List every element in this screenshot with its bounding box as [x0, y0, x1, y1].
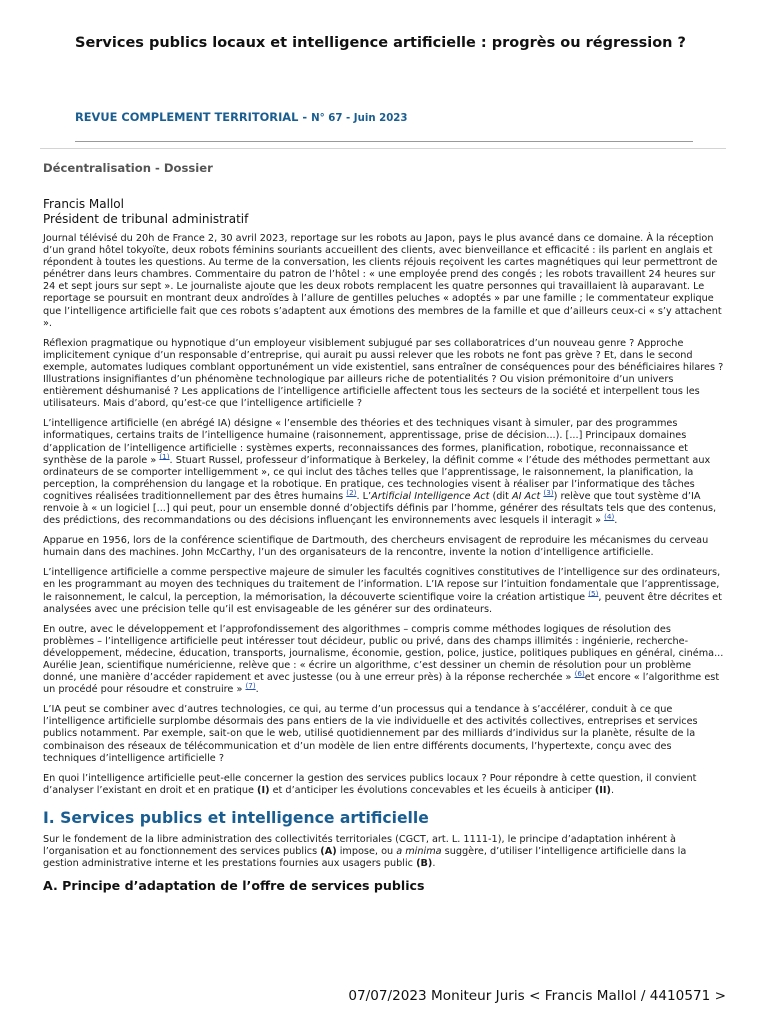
part-ref-ii: (II) [594, 784, 611, 796]
paragraph [43, 624, 725, 697]
paragraph-text: Sur le fondement de la libre administration des collectivités territoriales (CGCT, art. L. 1111-1), le principe d’adaptation inhérent à l’organisation et au fonctionnement des services publics [43, 833, 676, 858]
subsection-heading: A. Principe d’adaptation de l’offre de services publics [43, 878, 425, 894]
section-divider [40, 148, 726, 149]
review-reference [75, 110, 407, 124]
act-title: Artificial Intelligence Act [371, 490, 490, 502]
paragraph-text: et d’anticiper les évolutions concevables et les écueils à anticiper [269, 784, 595, 796]
header-divider [75, 141, 693, 142]
paragraph-text: . L’ [356, 490, 372, 502]
paragraph-text: En quoi l’intelligence artificielle peut-elle concerner la gestion des services publics locaux ? Pour répondre à cette question, il convient d’analyser l’existant en droit et en pratique [43, 772, 697, 796]
review-issue: N° 67 - Juin 2023 [311, 113, 408, 124]
latin-phrase: a minima [396, 846, 442, 858]
paragraph-text: . Stuart Russel, professeur d’informatique à Berkeley, la définit comme « l’étude des méthodes permettant aux ordinateurs de se comporter intelligemment », ce qui inclut des tâches telles que l’apprentissage, le raisonnement, la planification, la perception, la compréhension du langage et la robotique. En pratique, ces technologies visent à réaliser par l’informatique des tâches cognitives réalisées traditionnellement par des êtres humains [43, 454, 711, 502]
paragraph [43, 834, 725, 870]
paragraph-text: , peuvent être décrites et analysées avec une précision telle qu’il est envisageable de les générer sur des ordinateurs. [43, 591, 722, 615]
footnote-link-5[interactable]: (5) [588, 588, 599, 598]
article-title: Services publics locaux et intelligence artificielle : progrès ou régression ? [75, 35, 686, 51]
part-ref-b: (B) [416, 858, 433, 870]
footnote-link-2[interactable]: (2) [346, 487, 357, 497]
paragraph-text: ) relève que tout système d’IA renvoie à « un logiciel [...] qui peut, pour un ensemble donné d’objectifs définis par l’homme, générer des résultats tels que des contenus, des prédictions, des recommandations ou des décisions influençant les environnements avec lesquels il interagit » [43, 490, 717, 527]
paragraph [43, 773, 725, 797]
author-role: Président de tribunal administratif [43, 212, 249, 226]
author-name: Francis Mallol [43, 197, 124, 211]
review-separator: - [302, 110, 308, 124]
section-heading: I. Services publics et intelligence artificielle [43, 808, 429, 827]
paragraph: L’IA peut se combiner avec d’autres technologies, ce qui, au terme d’un processus qui a tendance à s’accélérer, conduit à ce que l’intelligence artificielle surplombe désormais des pans entiers de la vie individuelle et des activités collectives, entreprises et services publics notamment. Par exemple, sait-on que le web, utilisé quotidiennement par des milliards d’individus sur la planète, résulte de la combinaison des réseaux de télécommunication et d’un modèle de lien entre différents documents, l’hypertexte, conçu avec des techniques d’intelligence artificielle ? [43, 704, 698, 764]
paragraph-text: . [255, 684, 259, 696]
act-short-title: AI Act [511, 490, 541, 502]
page-footer: 07/07/2023 Moniteur Juris < Francis Mallol / 4410571 > [348, 988, 726, 1004]
paragraph-text: En outre, avec le développement et l’approfondissement des algorithmes – compris comme méthodes logiques de résolution des problèmes – l’intelligence artificielle peut intéresser tout décideur, public ou privé, dans des champs illimités : ingénierie, recherche-développement, médecine, éducation, transports, journalisme, économie, gestion, police, justice, politiques publiques en général, cinéma... Aurélie Jean, scientifique numéricienne, relève que : « écrire un algorithme, c’est dessiner un chemin de résolution pour un problème donné, une manière d’accéder rapidement et avec justesse (ou à une erreur près) à la réponse recherchée » [43, 623, 724, 684]
article-body [43, 233, 725, 894]
author-block [43, 197, 248, 227]
paragraph-text: impose, ou [336, 846, 397, 858]
paragraph-text: (dit [489, 490, 512, 502]
rubric-label: Décentralisation - Dossier [43, 161, 213, 175]
paragraph-text: . [432, 858, 436, 870]
review-name: REVUE COMPLEMENT TERRITORIAL [75, 110, 299, 124]
footnote-link-1[interactable]: (1) [159, 451, 170, 461]
paragraph-text: L’intelligence artificielle (en abrégé IA) désigne « l’ensemble des théories et des techniques visant à simuler, par des programmes informatiques, certains traits de l’intelligence humaine (raisonnement, apprentissage, prise de décision...). [...] Principaux domaines d’application de l’intelligence artificielle : systèmes experts, reconnaissances des formes, planification, robotique, reconnaissance et synthèse de la parole » [43, 418, 688, 466]
paragraph: Apparue en 1956, lors de la conférence scientifique de Dartmouth, des chercheurs envisagent de reproduire les mécanismes du cerveau humain dans des machines. John McCarthy, l’un des organisateurs de la rencontre, invente la notion d’intelligence artificielle. [43, 535, 709, 559]
paragraph-text: . [610, 784, 615, 796]
paragraph [43, 567, 725, 615]
footnote-link-4[interactable]: (4) [604, 511, 615, 521]
part-ref-a: (A) [320, 846, 337, 858]
paragraph-text: . [614, 515, 618, 527]
part-ref-i: (I) [257, 784, 270, 796]
paragraph-text: suggère, d’utiliser l’intelligence artificielle dans la gestion administrative interne et les prestations fournies aux usagers public [43, 846, 687, 870]
footnote-link-7[interactable]: (7) [245, 680, 256, 690]
paragraph-text: et encore « l’algorithme est un procédé pour résoudre et construire » [43, 672, 720, 696]
footnote-link-3[interactable]: (3) [543, 487, 554, 497]
paragraph: Journal télévisé du 20h de France 2, 30 avril 2023, reportage sur les robots au Japon, pays le plus avancé dans ce domaine. À la réception d’un grand hôtel tokyoïte, deux robots féminins souriants accueillent des clients, avec bienveillance et efficacité : ils parlent en anglais et répondent à toutes les questions. Au terme de la conversation, les clients réjouis reçoivent les cartes magnétiques qui leur permettront de pénétrer dans leurs chambres. Commentaire du patron de l’hôtel : « une employée prend des congés ; les robots travaillent 24 heures sur 24 et sept jours sur sept ». Le journaliste ajoute que les deux robots remplacent les quatre personnes qui travaillaient là auparavant. Le reportage se poursuit en montrant deux androïdes à l’allure de gentilles peluches « adoptés » par une famille ; le commentateur explique que l’intelligence artificielle fait que ces robots s’adaptent aux émotions des membres de la famille et que d’ailleurs ceux-ci « s’y attachent ». [43, 233, 722, 329]
paragraph: Réflexion pragmatique ou hypnotique d’un employeur visiblement subjugué par ses collaboratrices d’un nouveau genre ? Approche implicitement cynique d’un responsable d’entreprise, qui aurait pu aussi relever que les robots ne font pas grève ? Et, dans le second exemple, automates ludiques comblant opportunément un vide existentiel, sans entraîner de conséquences pour des bénéficiaires hilares ? Illustrations insignifiantes d’un phénomène technologique par ailleurs riche de potentialités ? Ou vision prémonitoire d’un univers entièrement déshumanisé ? Les applications de l’intelligence artificielle affectent tous les secteurs de la société et interpellent tous les utilisateurs. Mais d’abord, qu’est-ce que l’intelligence artificielle ? [43, 337, 724, 410]
footnote-link-6[interactable]: (6) [574, 668, 585, 678]
paragraph [43, 418, 725, 527]
paragraph-text: L’intelligence artificielle a comme perspective majeure de simuler les facultés cognitives constitutives de l’intelligence sur des ordinateurs, en les programmant au moyen des techniques du traitement de l’information. L’IA repose sur l’intuition fondamentale que l’apprentissage, le raisonnement, le calcul, la perception, la mémorisation, la découverte scientifique voire la création artistique [43, 567, 721, 603]
